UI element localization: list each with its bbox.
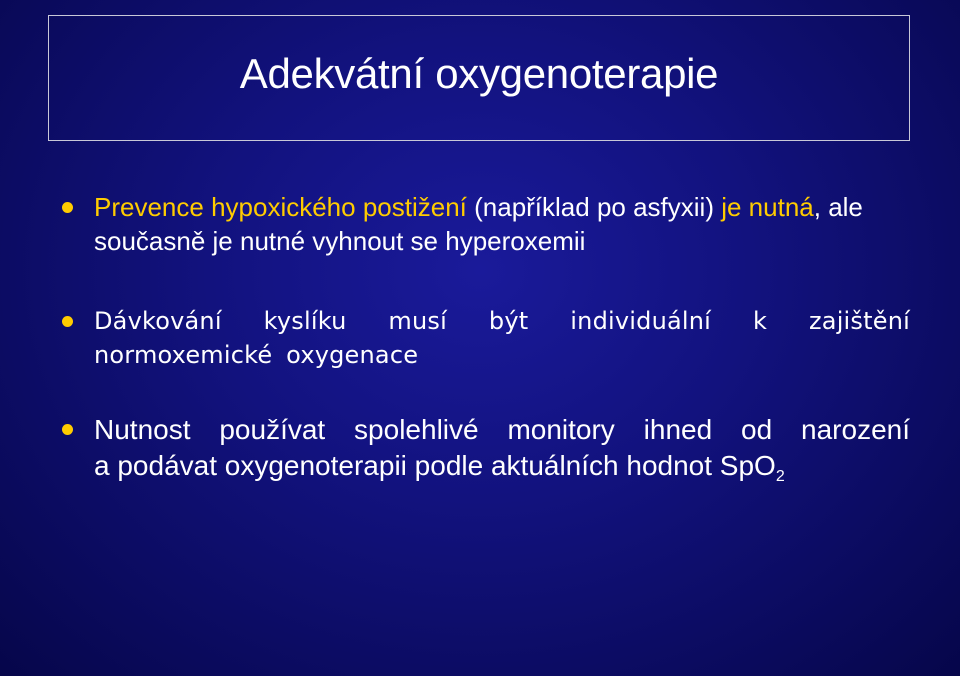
bullet-item-1 (60, 190, 910, 258)
bullet-1-text-2: , ale současně je nutné vyhnout se hyperoxemii (94, 192, 863, 256)
bullet-1-highlight-1: Prevence hypoxického postižení (94, 192, 467, 222)
bullet-dot-icon (62, 424, 73, 435)
bullet-dot-icon (62, 316, 73, 327)
bullet-3-line-1: Nutnost používat spolehlivé monitory ihned od narození (94, 414, 910, 445)
slide-title: Adekvátní oxygenoterapie (239, 50, 719, 97)
bullet-1-text-1: (například po asfyxii) (466, 192, 722, 222)
bullet-item-3 (60, 412, 910, 484)
title-box (48, 15, 910, 141)
bullet-dot-icon (62, 202, 73, 213)
bullet-list (60, 190, 910, 530)
bullet-2-line-2: normoxemické oxygenace (94, 341, 419, 369)
bullet-3-line-2: a podávat oxygenoterapii podle aktuálních hodnot SpO (94, 450, 776, 481)
bullet-3-subscript: 2 (775, 468, 785, 485)
bullet-item-2 (60, 304, 910, 372)
bullet-2-line-1: Dávkování kyslíku musí být individuální k zajištění (94, 307, 910, 335)
bullet-1-highlight-2: je nutná (721, 192, 814, 222)
